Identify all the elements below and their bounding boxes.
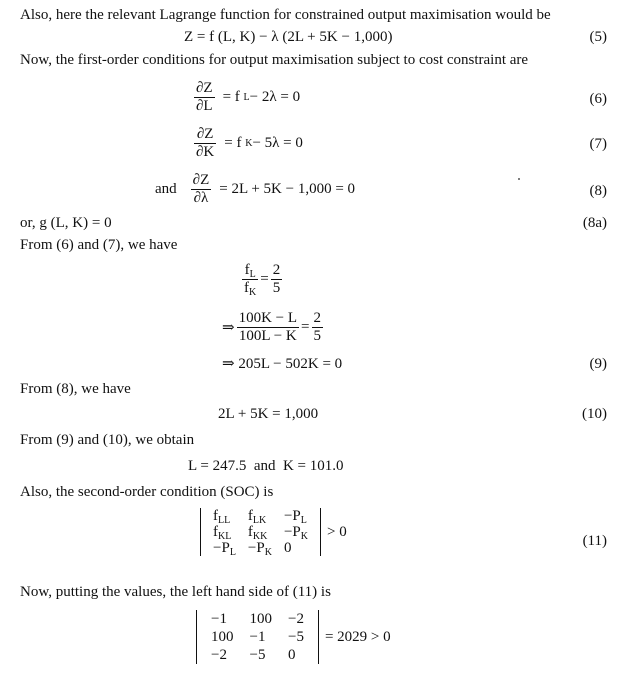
- ratio-equation: [240, 262, 284, 297]
- equation-7-numerator: ∂Z: [196, 126, 214, 142]
- soc-determinant-cell: $f_{LL}$: [213, 508, 231, 526]
- soc-greater-than: > 0: [327, 523, 347, 540]
- numeric-determinant-cell: −2: [211, 647, 227, 663]
- numeric-determinant-cell: 0: [288, 647, 296, 663]
- equation-7-denominator: ∂K: [196, 144, 215, 160]
- soc-text: Also, the second-order condition (SOC) is: [20, 484, 274, 500]
- ratio2-rhs-num: 2: [313, 310, 322, 326]
- soc-determinant-row: [207, 540, 314, 556]
- soc-determinant-cell: $f_{KK}$: [247, 524, 268, 542]
- equation-8-rest: = 2L + 5K − 1,000 = 0: [219, 181, 356, 197]
- ratio2-denominator: 100L − K: [237, 327, 299, 345]
- soc-determinant-cell: $-P_K$: [283, 524, 309, 542]
- equation-5: Z = f (L, K) − λ (2L + 5K − 1,000): [184, 29, 393, 45]
- intro-text: Also, here the relevant Lagrange function for constrained output maximisation would be: [20, 7, 551, 23]
- equation-8-prefix: and: [155, 181, 177, 197]
- equation-6-denominator: ∂L: [196, 98, 213, 114]
- equation-6-number: (6): [589, 91, 607, 107]
- numeric-determinant-row: [203, 628, 312, 646]
- ratio-rhs-fraction: [271, 262, 283, 297]
- foc-text: Now, the first-order conditions for output maximisation subject to cost constraint are: [20, 52, 529, 68]
- ratio2-fraction: [237, 310, 299, 345]
- soc-determinant-row: [207, 524, 314, 540]
- putting-values-text: Now, putting the values, the left hand side of (11) is: [20, 584, 331, 600]
- equation-8-number: (8): [589, 183, 607, 199]
- equation-7-rhs: = f: [224, 135, 242, 151]
- numeric-determinant-row: [203, 610, 312, 628]
- equation-8-numerator: ∂Z: [192, 172, 210, 188]
- numeric-determinant-cell: −5: [288, 629, 304, 645]
- numeric-determinant-cell: −1: [211, 611, 227, 627]
- equation-11-number: (11): [582, 533, 607, 549]
- equation-6: $\frac{\partial Z}{\partial L}$ = f L − 2λ = 0: [196, 80, 301, 114]
- ratio-den-f: f: [244, 280, 249, 296]
- determinant-result: = 2029 > 0: [324, 628, 391, 645]
- solution: L = 247.5 and K = 101.0: [188, 458, 344, 474]
- ratio-fraction: [242, 262, 258, 297]
- numeric-determinant-table: [203, 610, 312, 664]
- ratio2-equation: [222, 310, 325, 345]
- soc-determinant-cell: 0: [283, 540, 292, 556]
- numeric-determinant-cell: −2: [288, 611, 304, 627]
- ratio-num-f: f: [244, 262, 250, 278]
- equation-8: [155, 172, 355, 207]
- equation-7-rest: − 5λ = 0: [252, 135, 303, 151]
- implies-arrow: ⇒: [222, 320, 235, 336]
- numeric-determinant-cell: −5: [249, 647, 266, 663]
- equation-6-numerator: ∂Z: [196, 80, 213, 96]
- equation-9-number: (9): [589, 356, 607, 372]
- equation-7-number: (7): [589, 136, 607, 152]
- numeric-determinant-equation: [196, 610, 391, 664]
- soc-determinant-cell: $-P_L$: [283, 508, 307, 526]
- equation-5-number: (5): [589, 29, 607, 45]
- numeric-determinant: [196, 610, 319, 664]
- equation-6-rest: − 2λ = 0: [249, 89, 301, 105]
- numeric-determinant-row: [203, 646, 312, 664]
- ratio2-rhs-den: 5: [313, 328, 322, 344]
- soc-determinant-cell: $-P_K$: [247, 540, 272, 558]
- numeric-determinant-cell: 100: [249, 611, 272, 627]
- numeric-determinant-cell: −1: [249, 629, 266, 645]
- soc-determinant-cell: $f_{LK}$: [247, 508, 267, 526]
- equation-8a: or, g (L, K) = 0: [20, 215, 112, 231]
- ratio-rhs-num: 2: [272, 262, 281, 278]
- numeric-determinant-cell: 100: [211, 629, 234, 645]
- ratio2-rhs-fraction: [312, 310, 324, 345]
- equation-7-fraction: [194, 126, 216, 161]
- ratio-num-sub: L: [249, 269, 256, 280]
- equation-7: $\frac{\partial Z}{\partial K}$ = f K − 5λ = 0: [196, 126, 303, 160]
- equation-6-fraction: [194, 80, 215, 115]
- equation-6-rhs: = f: [222, 89, 240, 105]
- soc-determinant: [200, 508, 321, 556]
- ratio-den-sub: K: [249, 287, 257, 298]
- equation-8-denominator: ∂λ: [191, 189, 212, 207]
- ratio-equals: =: [260, 271, 269, 287]
- stray-dot: [518, 178, 520, 180]
- equation-8a-number: (8a): [582, 215, 607, 231]
- soc-determinant-row: [207, 508, 314, 524]
- ratio2-equals: =: [301, 319, 310, 335]
- equation-11: [200, 508, 347, 556]
- soc-determinant-cell: $f_{KL}$: [213, 524, 232, 542]
- soc-determinant-cell: $-P_L$: [213, 540, 236, 558]
- soc-determinant-table: [207, 508, 314, 556]
- equation-8-fraction: [191, 172, 212, 207]
- equation-10: 2L + 5K = 1,000: [218, 406, 319, 422]
- ratio2-numerator: 100K − L: [238, 310, 298, 326]
- ratio-rhs-den: 5: [272, 280, 281, 296]
- from-8-text: From (8), we have: [20, 381, 131, 397]
- from-9-10-text: From (9) and (10), we obtain: [20, 432, 195, 448]
- equation-9: ⇒ 205L − 502K = 0: [222, 356, 343, 372]
- from-6-7-text: From (6) and (7), we have: [20, 237, 178, 253]
- equation-10-number: (10): [582, 406, 607, 422]
